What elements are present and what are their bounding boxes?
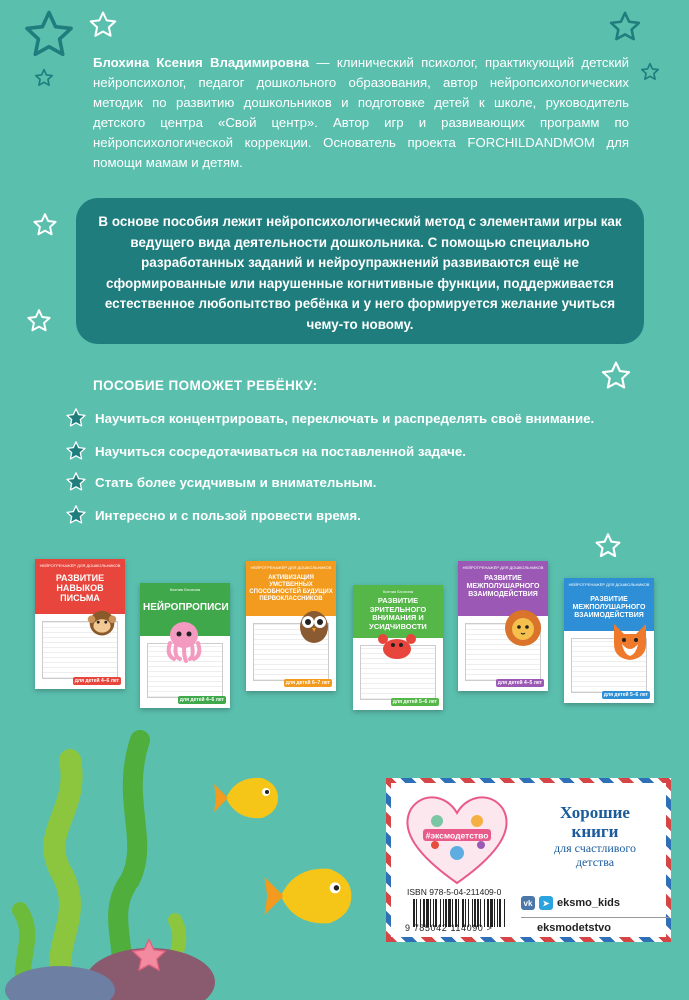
book-cover-interhemispheric-2[interactable] bbox=[564, 578, 654, 703]
heart-logo-icon bbox=[401, 791, 513, 887]
book-title: РАЗВИТИЕ МЕЖПОЛУШАРНОГО ВЗАИМОДЕЙСТВИЯ bbox=[466, 575, 540, 598]
lion-icon bbox=[502, 607, 544, 649]
telegram-handle[interactable]: eksmodetstvo bbox=[537, 922, 611, 934]
book-cover-interhemispheric-1[interactable] bbox=[458, 561, 548, 691]
book-cover-mental-abilities[interactable] bbox=[246, 561, 336, 691]
book-series: НЕЙРОТРЕНАЖЁР ДЛЯ ДОШКОЛЬНИКОВ bbox=[568, 582, 650, 587]
star-decoration-icon bbox=[34, 68, 54, 88]
book-cover-writing-skills[interactable] bbox=[35, 559, 125, 689]
star-decoration-icon bbox=[600, 360, 632, 392]
book-cover-neuro-copybook[interactable] bbox=[140, 583, 230, 708]
star-bullet-icon bbox=[65, 407, 87, 429]
star-decoration-icon bbox=[32, 212, 58, 238]
slogan-line: детства bbox=[575, 855, 615, 869]
isbn: ISBN 978-5-04-211409-0 bbox=[407, 887, 502, 897]
social-links-row bbox=[521, 896, 669, 910]
benefit-text: Интересно и с пользой провести время. bbox=[95, 507, 361, 523]
star-decoration-icon bbox=[594, 532, 622, 560]
fish-icon bbox=[214, 770, 284, 826]
star-bullet-icon bbox=[65, 440, 87, 462]
book-author: Ксения Блохина bbox=[169, 587, 201, 592]
octopus-icon bbox=[160, 617, 208, 665]
barcode-number: 9 785042 114090 > bbox=[405, 923, 493, 933]
book-series: НЕЙРОТРЕНАЖЁР ДЛЯ ДОШКОЛЬНИКОВ bbox=[39, 563, 121, 568]
star-decoration-icon bbox=[608, 10, 642, 44]
star-decoration-icon bbox=[640, 62, 660, 82]
benefit-item bbox=[65, 439, 466, 463]
benefits-title: ПОСОБИЕ ПОМОЖЕТ РЕБЁНКУ: bbox=[93, 378, 318, 393]
book-title: АКТИВИЗАЦИЯ УМСТВЕННЫХ СПОСОБНОСТЕЙ БУДУЩИХ ПЕРВОКЛАССНИКОВ bbox=[249, 575, 333, 602]
benefit-item bbox=[65, 470, 376, 494]
book-age: для детей 5–6 лет bbox=[392, 699, 437, 705]
fish-icon bbox=[264, 858, 360, 934]
publisher-postcard bbox=[386, 778, 671, 942]
author-bio bbox=[93, 53, 629, 173]
star-bullet-icon bbox=[65, 504, 87, 526]
book-cover-visual-attention[interactable] bbox=[353, 585, 443, 710]
monkey-icon bbox=[83, 605, 121, 645]
star-bullet-icon bbox=[65, 471, 87, 493]
star-decoration-icon bbox=[22, 8, 76, 62]
book-age: для детей 4–5 лет bbox=[497, 680, 542, 686]
benefit-text: Научиться сосредотачиваться на поставленной задаче. bbox=[95, 443, 466, 459]
book-title: РАЗВИТИЕ МЕЖПОЛУШАРНОГО ВЗАИМОДЕЙСТВИЯ bbox=[572, 596, 646, 619]
slogan-line: для счастливого bbox=[554, 841, 636, 855]
vk-icon: vk bbox=[521, 896, 535, 910]
benefit-text: Научиться концентрировать, переключать и распределять своё внимание. bbox=[95, 410, 595, 426]
book-title: НЕЙРОПРОПИСИ bbox=[143, 602, 229, 613]
publisher-slogan bbox=[525, 803, 665, 869]
benefit-item bbox=[65, 503, 361, 527]
logo-text: #эксмодетство bbox=[425, 830, 489, 841]
method-text: В основе пособия лежит нейропсихологический метод с элементами игры как ведущего вида деятельности дошкольника. С помощью специально разработанных заданий и нейроупражнений развиваются ещё не сформированные или нарушенные когнитивные функции, поддерживается естественное любопытство ребёнка и у него формируется желание учиться чему-то новому. bbox=[98, 214, 622, 332]
book-age: для детей 4–6 лет bbox=[74, 678, 119, 684]
telegram-icon: ➤ bbox=[539, 896, 553, 910]
book-series: НЕЙРОТРЕНАЖЁР ДЛЯ ДОШКОЛЬНИКОВ bbox=[250, 565, 332, 570]
star-decoration-icon bbox=[88, 10, 118, 40]
slogan-line: Хорошие bbox=[560, 803, 630, 822]
owl-icon bbox=[296, 605, 332, 645]
fox-icon bbox=[610, 618, 650, 662]
book-age: для детей 5–6 лет bbox=[603, 692, 648, 698]
benefit-item bbox=[65, 406, 594, 430]
author-name: Блохина Ксения Владимировна bbox=[93, 55, 310, 70]
book-age: для детей 6–7 лет bbox=[285, 680, 330, 686]
method-description-panel bbox=[76, 198, 644, 344]
slogan-line: книги bbox=[571, 822, 619, 841]
crab-icon bbox=[375, 629, 419, 661]
book-age: для детей 4–6 лет bbox=[179, 697, 224, 703]
book-author: Ксения Блохина bbox=[382, 589, 414, 594]
social-links-row bbox=[521, 917, 669, 934]
book-title: РАЗВИТИЕ НАВЫКОВ ПИСЬМА bbox=[55, 573, 105, 603]
star-decoration-icon bbox=[26, 308, 52, 334]
book-series: НЕЙРОТРЕНАЖЁР ДЛЯ ДОШКОЛЬНИКОВ bbox=[462, 565, 544, 570]
benefit-text: Стать более усидчивым и внимательным. bbox=[95, 474, 377, 490]
book-title: РАЗВИТИЕ ЗРИТЕЛЬНОГО ВНИМАНИЯ И УСИДЧИВОСТИ bbox=[369, 596, 427, 631]
starfish-icon bbox=[128, 936, 170, 976]
author-bio-text: — клинический психолог, практикующий детский нейропсихолог, педагог дошкольного образования, автор нейропсихологических методик по развитию дошкольников и подготовке детей к школе, руководитель детского центра «Свой центр». Автор игр и развивающих программ по нейропсихологической коррекции. Основатель проекта FORCHILDANDMOM для помощи мамам и детям. bbox=[93, 55, 629, 170]
vk-handle[interactable]: eksmo_kids bbox=[557, 897, 620, 909]
